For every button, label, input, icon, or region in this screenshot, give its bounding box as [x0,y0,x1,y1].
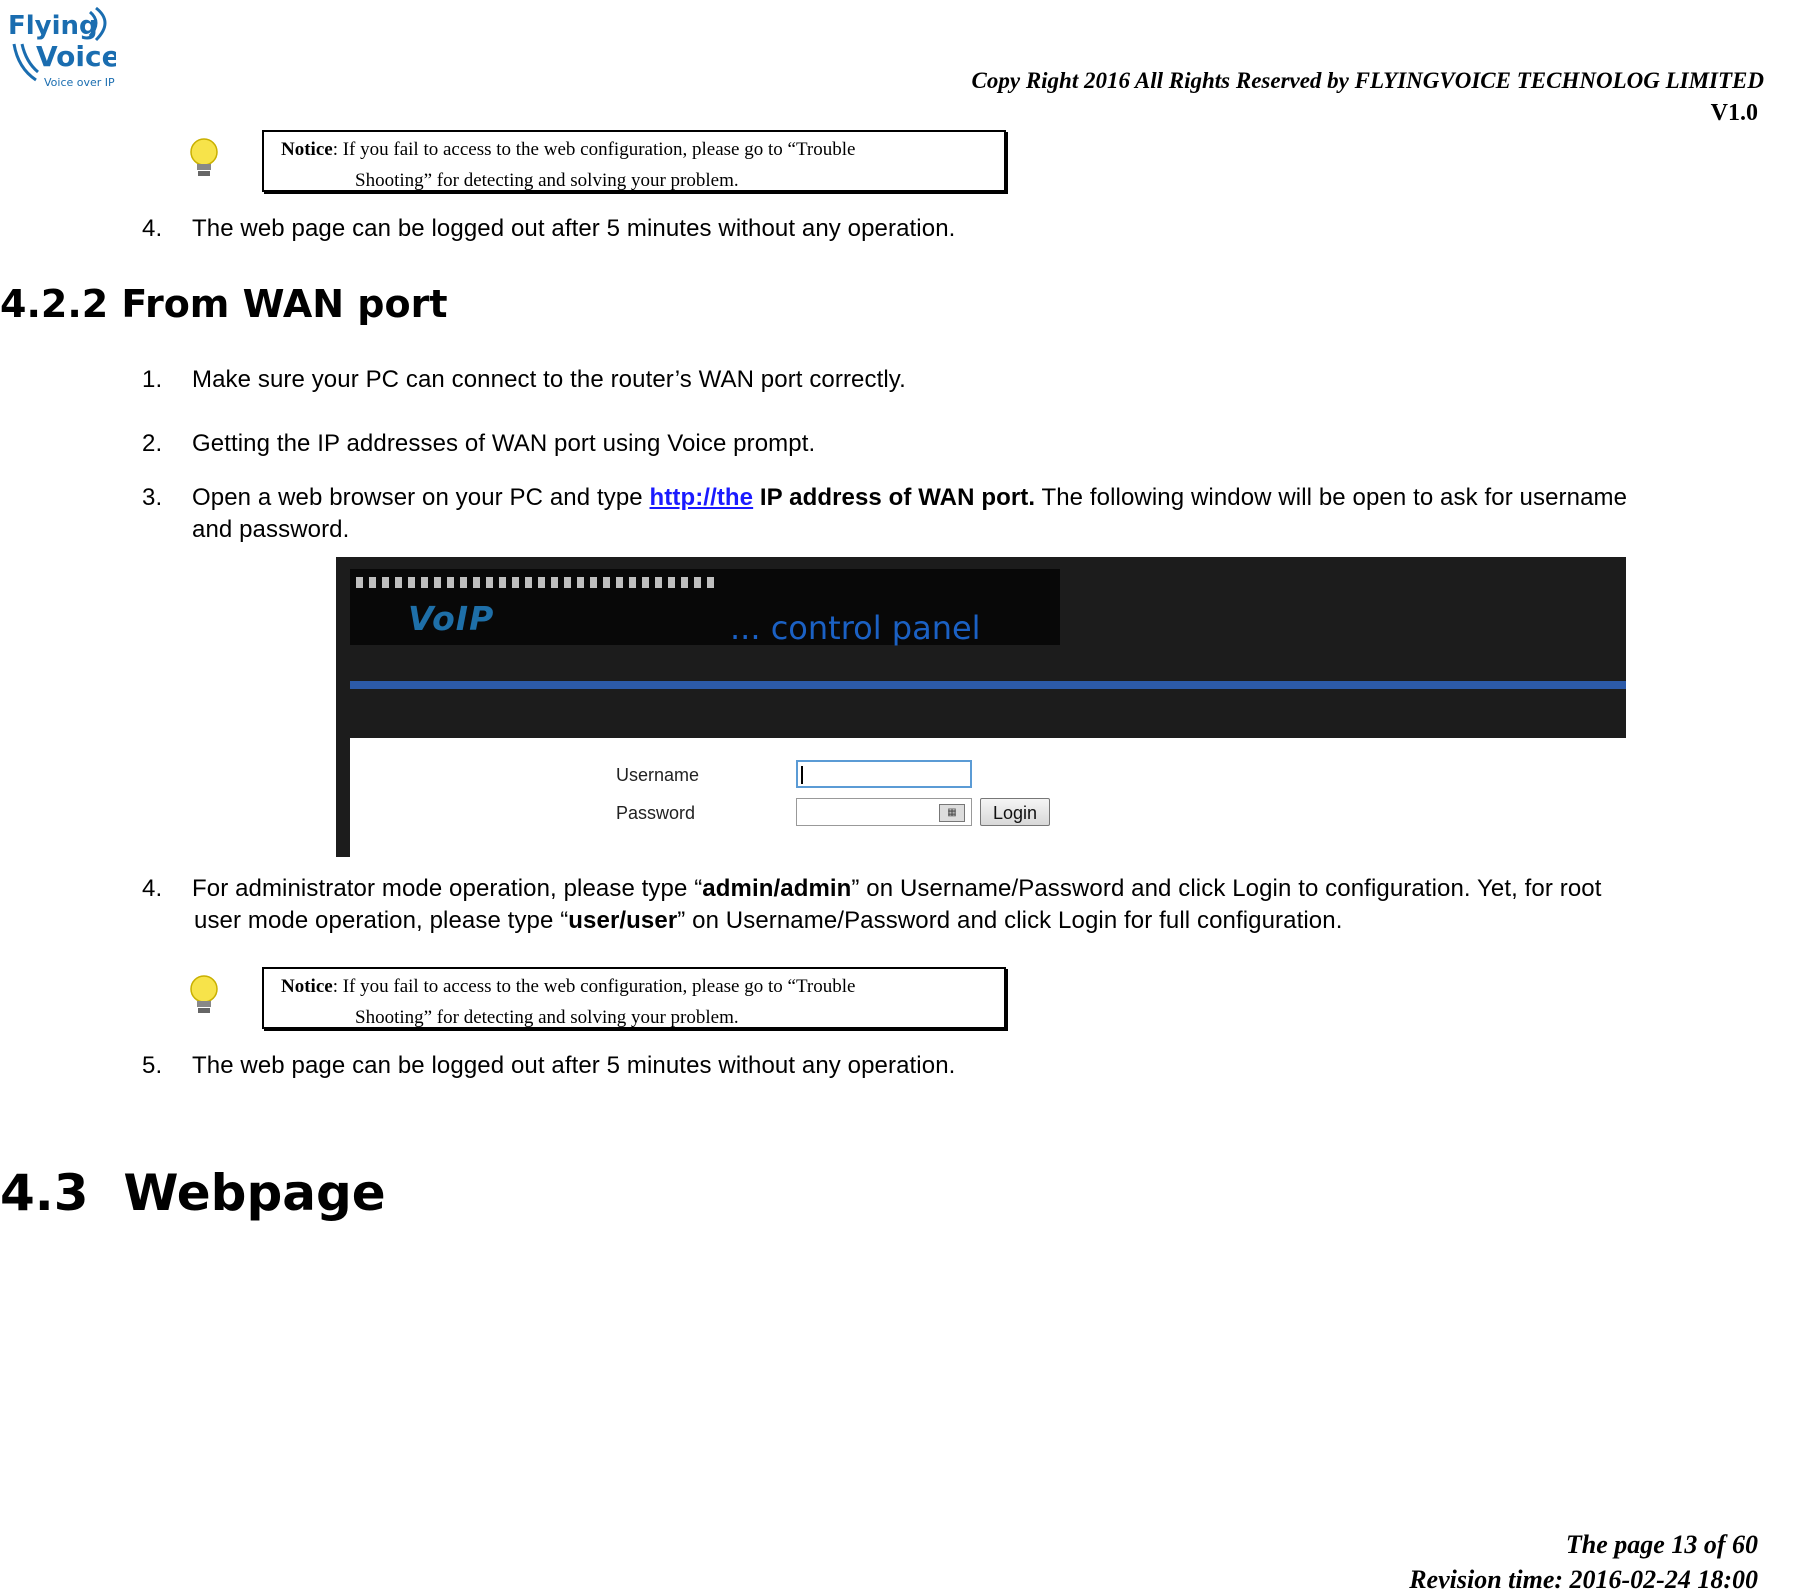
voip-brand: VoIP [408,599,495,638]
list-number: 1. [142,366,163,393]
blue-rule [350,681,1626,689]
lightbulb-icon [184,135,224,181]
notice-text-line1: : If you fail to access to the web configuration, please go to “Trouble [332,976,856,997]
logo-text-line2: Voice [36,40,116,73]
footer-page-number: The page 13 of 60 [1565,1530,1758,1559]
logo-tagline: Voice over IP [44,76,115,89]
bold-credential: admin/admin [702,875,852,902]
section-heading: 4.2.2 From WAN port [0,282,448,326]
notice-label: Notice [281,976,333,997]
list-text: user mode operation, please type “ [194,907,569,934]
bold-credential: user/user [568,907,678,934]
notice-box [262,130,1006,192]
list-text-continued [194,907,1342,935]
list-item [142,366,906,394]
lightbulb-icon [184,972,224,1018]
list-number: 4. [142,875,163,902]
list-item [142,1052,956,1080]
control-panel-title: ... control panel [730,609,981,647]
list-text: The web page can be logged out after 5 minutes without any operation. [192,215,956,242]
url-link[interactable]: http://the [649,484,754,511]
header-copyright: Copy Right 2016 All Rights Reserved by FLYINGVOICE TECHNOLOG LIMITED [971,68,1764,93]
keyboard-icon[interactable]: ▦ [939,804,965,822]
flyingvoice-logo [8,4,116,92]
list-number: 5. [142,1052,163,1079]
username-label: Username [616,765,700,785]
panel-left-bar [336,557,350,857]
signal-dots [356,577,714,588]
list-number: 4. [142,215,163,242]
list-text-post: ” on Username/Password and click Login for full configuration. [677,907,1343,934]
list-item [142,484,1628,512]
list-item [142,875,1602,903]
list-text: Getting the IP addresses of WAN port using Voice prompt. [192,430,816,457]
notice-box [262,967,1006,1029]
section-heading: 4.3 Webpage [0,1164,386,1222]
notice-text-line2: Shooting” for detecting and solving your problem. [355,1007,739,1028]
username-input[interactable] [796,760,972,788]
login-button[interactable]: Login [980,798,1050,826]
list-item [142,430,816,458]
list-item [142,215,956,243]
text-caret [801,766,803,784]
list-number: 3. [142,484,163,511]
notice-text-line1: : If you fail to access to the web configuration, please go to “Trouble [332,139,856,160]
list-text-mid: ” on Username/Password and click Login to configuration. Yet, for root [851,875,1602,902]
list-text: For administrator mode operation, please type “ [192,875,703,902]
login-screenshot [336,557,1626,857]
list-number: 2. [142,430,163,457]
header-version: V1.0 [1710,100,1758,126]
password-label: Password [616,803,696,823]
list-text-post: The following window will be open to ask for username [1035,484,1628,511]
list-text: The web page can be logged out after 5 minutes without any operation. [192,1052,956,1079]
notice-label: Notice [281,139,333,160]
password-input[interactable] [796,798,972,826]
panel-brand [350,569,1060,645]
bold-text: IP address of WAN port. [753,484,1036,511]
list-text-continued: and password. [192,516,350,543]
list-text: Open a web browser on your PC and type [192,484,650,511]
logo-text-line1: Flying [8,11,98,41]
notice-text-line2: Shooting” for detecting and solving your problem. [355,170,739,191]
footer-revision-time: Revision time: 2016-02-24 18:00 [1409,1565,1758,1594]
list-text: Make sure your PC can connect to the router’s WAN port correctly. [192,366,906,393]
